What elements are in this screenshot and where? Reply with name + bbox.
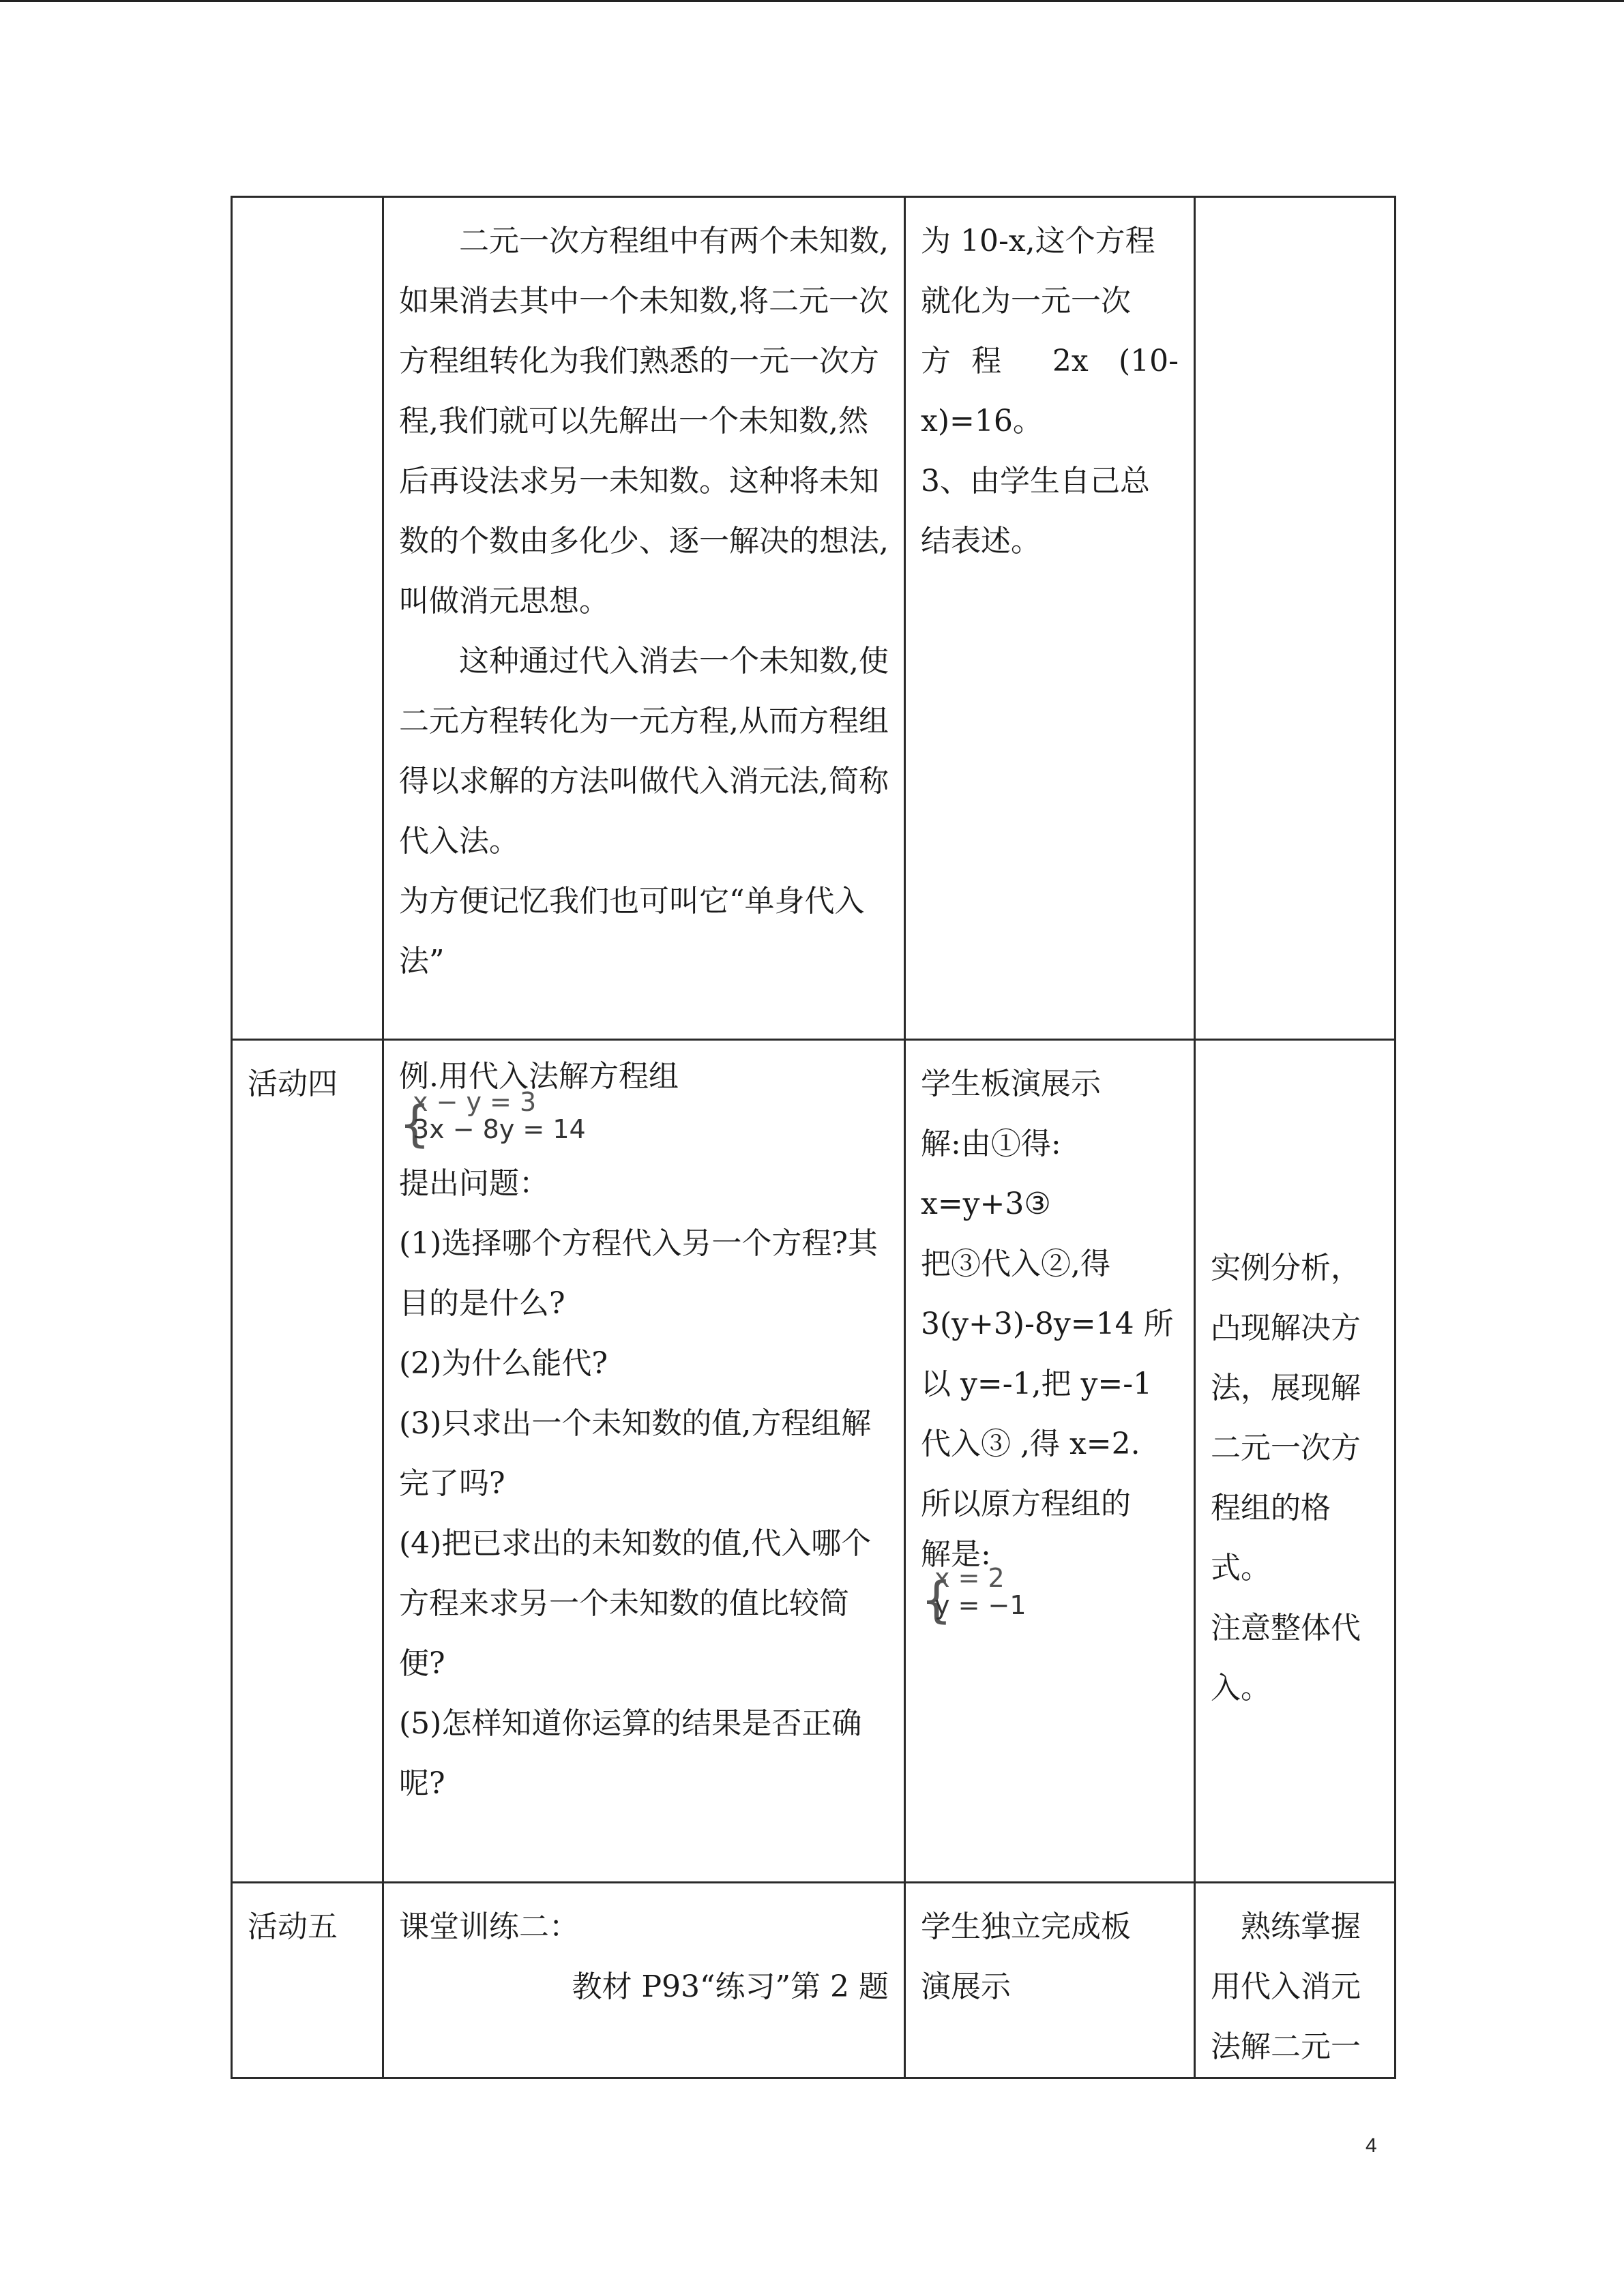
- equation-line: x − y = 3: [413, 1087, 537, 1117]
- content-cell: [383, 1040, 905, 1883]
- question-item: (5)怎样知道你运算的结果是否正确呢?: [399, 1706, 862, 1801]
- content-cell: [383, 197, 905, 1040]
- brace-icon: {: [399, 1095, 430, 1152]
- student-activity-cell: [905, 197, 1195, 1040]
- intent-line: 熟练掌握: [1241, 1909, 1361, 1944]
- equation-system: [399, 1087, 889, 1152]
- page-number: 4: [1365, 2134, 1377, 2157]
- intent-line: 实例分析，: [1211, 1251, 1361, 1285]
- student-activity-cell: [905, 1883, 1195, 2078]
- student-line: 学生板演展示: [921, 1067, 1101, 1101]
- intent-line: 凸现解决方: [1211, 1311, 1361, 1345]
- content-line: 课堂训练二：: [399, 1909, 579, 1944]
- student-line: 代入③ ,得 x=2.: [921, 1427, 1140, 1461]
- intent-line: 式。: [1211, 1551, 1271, 1585]
- top-border-line: [0, 0, 1624, 2]
- student-line: x=y+3③: [921, 1187, 1051, 1221]
- intent-line: 法，展现解: [1211, 1371, 1361, 1405]
- student-line: 3、由学生自己总: [921, 464, 1150, 498]
- question-prompt: 提出问题：: [399, 1166, 549, 1201]
- student-line: 就化为一元一次: [921, 284, 1131, 318]
- intent-line: 法解二元一: [1211, 2029, 1361, 2064]
- student-line: 为 10-x,这个方程: [921, 224, 1155, 258]
- content-cell: [383, 1883, 905, 2078]
- activity-label-cell: 活动四: [232, 1040, 383, 1883]
- equation-line: 3x − 8y = 14: [413, 1114, 586, 1144]
- equation-line: x = 2: [934, 1563, 1005, 1593]
- content-line: 教材 P93“练习”第 2 题: [572, 1969, 889, 2004]
- student-line: 方程 2x (10-: [921, 344, 1179, 378]
- design-intent-cell: [1195, 1883, 1396, 2078]
- brace-icon: {: [921, 1571, 952, 1628]
- question-item: (2)为什么能代?: [399, 1346, 608, 1381]
- lesson-plan-table: [231, 196, 1396, 2079]
- student-line: 结表述。: [921, 524, 1041, 558]
- activity-label-cell: [232, 197, 383, 1040]
- question-item: (4)把已求出的未知数的值,代入哪个方程来求另一个未知数的值比较简便?: [399, 1526, 872, 1681]
- student-line: 解是:: [921, 1537, 991, 1572]
- intent-line: 程组的格: [1211, 1491, 1331, 1525]
- question-item: (1)选择哪个方程代入另一个方程?其目的是什么?: [399, 1226, 878, 1321]
- content-paragraph: 二元一次方程组中有两个未知数,如果消去其中一个未知数,将二元一次方程组转化为我们熟悉的一元一次方程,我们就可以先解出一个未知数,然后再设法求另一未知数。这种将未知数的个数由多化少、逐一解决的想法,叫做消元思想。: [399, 224, 889, 618]
- intent-line: 入。: [1211, 1671, 1271, 1705]
- student-line: 所以原方程组的: [921, 1487, 1131, 1521]
- question-item: (3)只求出一个未知数的值,方程组解完了吗?: [399, 1406, 872, 1501]
- student-line: 以 y=-1,把 y=-1: [921, 1367, 1153, 1401]
- table-row: [232, 197, 1396, 1040]
- example-title: 例.用代入法解方程组: [399, 1059, 679, 1094]
- example-block: [399, 1054, 889, 1152]
- intent-line: 二元一次方: [1211, 1431, 1361, 1465]
- table-row: [232, 1883, 1396, 2078]
- design-intent-cell: [1195, 1040, 1396, 1883]
- student-line: x)=16。: [921, 404, 1043, 438]
- intent-line: 用代入消元: [1211, 1969, 1361, 2004]
- solution-system: [921, 1563, 1179, 1628]
- table-row: [232, 1040, 1396, 1883]
- student-activity-cell: [905, 1040, 1195, 1883]
- intent-line: 注意整体代: [1211, 1611, 1361, 1645]
- student-line: 解:由①得:: [921, 1127, 1061, 1161]
- student-line: 3(y+3)-8y=14 所: [921, 1307, 1174, 1341]
- content-paragraph: 这种通过代入消去一个未知数,使二元方程转化为一元方程,从而方程组得以求解的方法叫做代入消元法,简称代入法。: [399, 644, 889, 859]
- content-paragraph: 为方便记忆我们也可叫它“单身代入法”: [399, 884, 865, 979]
- student-line: 把③代入②,得: [921, 1247, 1110, 1281]
- design-intent-cell: [1195, 197, 1396, 1040]
- equation-line: y = −1: [934, 1590, 1027, 1620]
- activity-label-cell: 活动五: [232, 1883, 383, 2078]
- student-line: 演展示: [921, 1969, 1011, 2004]
- student-line: 学生独立完成板: [921, 1909, 1131, 1944]
